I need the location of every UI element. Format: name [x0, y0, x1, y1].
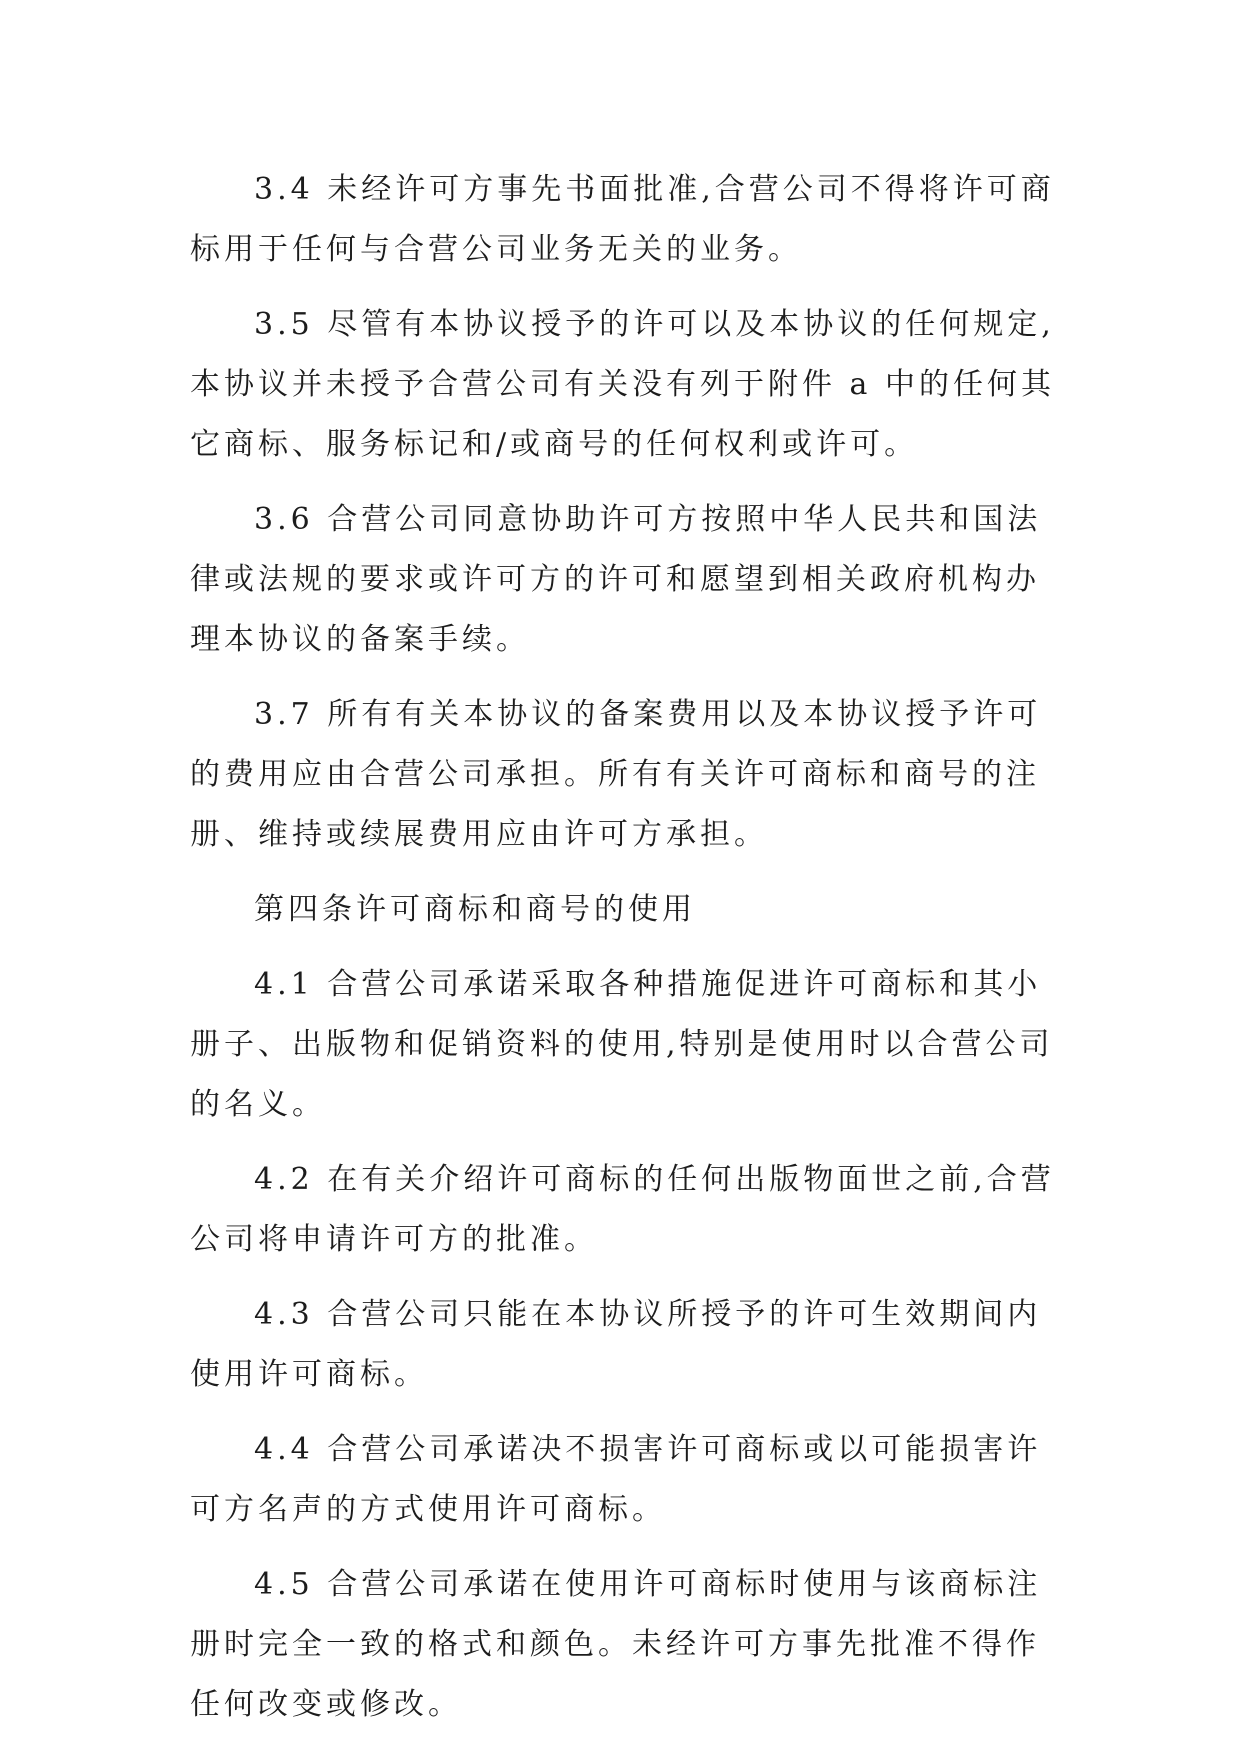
section-heading-article-4: 第四条许可商标和商号的使用	[254, 892, 696, 927]
paragraph-4-1: 4.1 合营公司承诺采取各种措施促进许可商标和其小册子、出版物和促销资料的使用,特别是使用时以合营公司的名义。	[190, 967, 1054, 1122]
paragraph-3-6: 3.6 合营公司同意协助许可方按照中华人民共和国法律或法规的要求或许可方的许可和愿望到相关政府机构办理本协议的备案手续。	[190, 502, 1042, 657]
paragraph-4-3: 4.3 合营公司只能在本协议所授予的许可生效期间内使用许可商标。	[190, 1297, 1042, 1392]
document-body	[190, 160, 1070, 1750]
paragraph-3-4: 3.4 未经许可方事先书面批准,合营公司不得将许可商标用于任何与合营公司业务无关的业务。	[190, 172, 1055, 267]
paragraph-4-5: 4.5 合营公司承诺在使用许可商标时使用与该商标注册时完全一致的格式和颜色。未经许可方事先批准不得作任何改变或修改。	[190, 1567, 1042, 1722]
paragraph-4-2: 4.2 在有关介绍许可商标的任何出版物面世之前,合营公司将申请许可方的批准。	[190, 1162, 1055, 1257]
paragraph-3-5: 3.5 尽管有本协议授予的许可以及本协议的任何规定,本协议并未授予合营公司有关没有列于附件 a 中的任何其它商标、服务标记和/或商号的任何权利或许可。	[190, 307, 1055, 462]
paragraph-4-4: 4.4 合营公司承诺决不损害许可商标或以可能损害许可方名声的方式使用许可商标。	[190, 1432, 1042, 1527]
paragraph-3-7: 3.7 所有有关本协议的备案费用以及本协议授予许可的费用应由合营公司承担。所有有关许可商标和商号的注册、维持或续展费用应由许可方承担。	[190, 697, 1042, 852]
